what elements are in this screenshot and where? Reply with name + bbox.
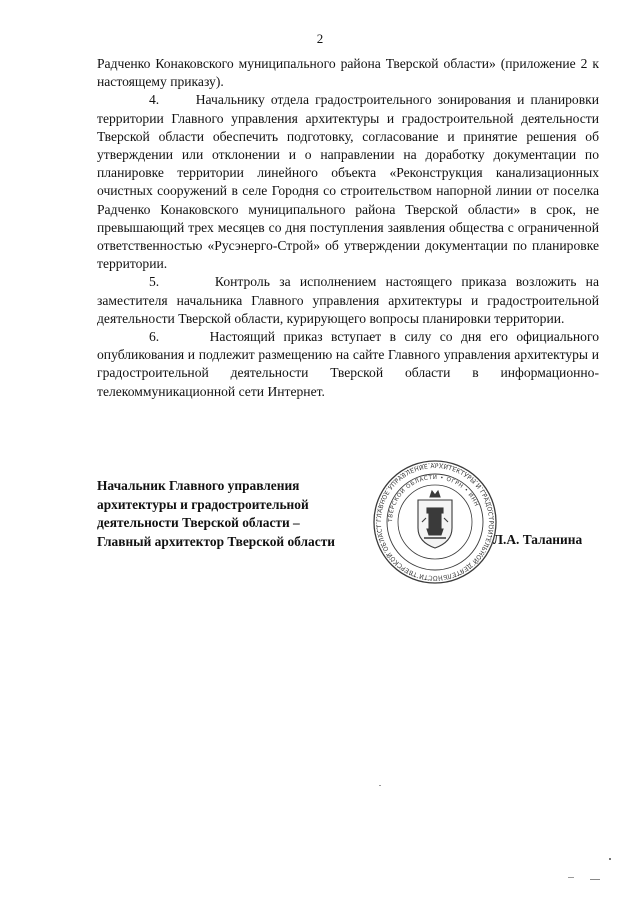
seal-icon — [372, 458, 498, 586]
paragraph-item-5: 5. Контроль за исполнением настоящего приказа возложить на заместителя начальника Главного управления архитектуры и градостроительной деятельности Тверской области, курирующего вопросы планировки территории. — [97, 274, 603, 326]
coat-of-arms-icon — [418, 491, 452, 548]
signatory-name: Л.А. Таланина — [493, 532, 583, 547]
paragraph-continuation: Радченко Конаковского муниципального района Тверской области» (приложение 2 к настоящему приказу). — [97, 56, 599, 90]
signatory-title-line: Главный архитектор Тверской области — [97, 533, 335, 549]
scan-speck — [590, 879, 600, 880]
paragraph-item-4: 4. Начальнику отдела градостроительного зонирования и планировки территории Главного управления архитектуры и градостроительной деятельности Тверской области обеспечить подготовку, согласование и принятие решения об утверждении или отклонении и о направлении на доработку документации по планировке территории линейного объекта «Реконструкция канализационных очистных сооружений в селе Городня со строительством напорной линии от поселка Радченко Конаковского муниципального района Тверской области» в срок, не превышающий трех месяцев со дня поступления заявления общества с ограниченной ответственностью «Русэнерго-Строй» об утверждении документации по планировке территории. — [97, 92, 603, 272]
signatory-title-line: Начальник Главного управления — [97, 478, 300, 493]
scan-speck — [568, 877, 574, 878]
scan-speck — [379, 785, 381, 786]
document-body — [97, 55, 603, 401]
official-seal — [372, 458, 498, 586]
seal-inner-text: ТВЕРСКОЙ ОБЛАСТИ • ОГРН • ИНН — [387, 474, 480, 523]
signatory-title-line: архитектуры и градостроительной — [97, 496, 309, 512]
scan-speck — [609, 858, 611, 860]
signatory-title — [97, 477, 377, 551]
seal-outer-text: ГЛАВНОЕ УПРАВЛЕНИЕ АРХИТЕКТУРЫ И ГРАДОСТРОИТЕЛЬНОЙ ДЕЯТЕЛЬНОСТИ ТВЕРСКОЙ ОБЛАСТ — [375, 462, 495, 582]
signatory-title-line: деятельности Тверской области – — [97, 515, 300, 530]
page-number: 2 — [316, 31, 324, 46]
paragraph-item-6: 6. Настоящий приказ вступает в силу со дня его официального опубликования и подлежит размещению на сайте Главного управления архитектуры и градостроительной деятельности Тверской области в информационно-телекоммуникационной сети Интернет. — [97, 329, 603, 399]
